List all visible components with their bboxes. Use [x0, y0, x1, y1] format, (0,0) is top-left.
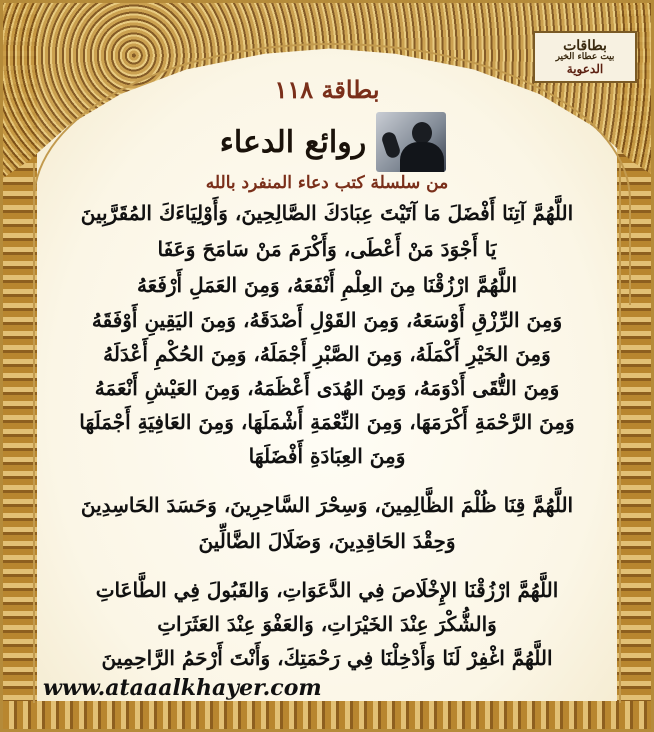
frame-bottom-ornament	[3, 701, 654, 729]
dua-line: وَمِنَ الخَيْرِ أَكْمَلَهُ، وَمِنَ الصَّبْرِ أَجْمَلَهُ، وَمِنَ الحُكْمِ أَعْدَلَهُ	[103, 342, 551, 366]
dua-text	[41, 195, 613, 675]
logo-line-1: بطاقات	[563, 37, 607, 54]
praying-person-image	[376, 112, 446, 172]
card-number: بطاقة ١١٨	[274, 75, 380, 104]
dua-line: وَحِقْدَ الحَاقِدِينَ، وَضَلَالَ الضَّالِّينَ	[198, 529, 456, 553]
title-block	[203, 109, 463, 175]
dua-line: وَمِنَ العِبَادَةِ أَفْضَلَهَا	[248, 444, 406, 468]
dua-line: وَمِنَ الرِّزْقِ أَوْسَعَهُ، وَمِنَ القَوْلِ أَصْدَقَهُ، وَمِنَ اليَقِينِ أَوْفَقَهُ	[91, 308, 563, 332]
website-url: www.ataaalkhayer.com	[43, 675, 322, 701]
dua-line: اللَّهُمَّ قِنَا ظُلْمَ الظَّالِمِينَ، وَسِحْرَ السَّاحِرِينَ، وَحَسَدَ الحَاسِدِينَ	[80, 493, 574, 517]
card-title: روائع الدعاء	[219, 124, 367, 160]
dua-line: اللَّهُمَّ ارْزُقْنَا مِنَ العِلْمِ أَنْفَعَهُ، وَمِنَ العَمَلِ أَرْفَعَهُ	[136, 273, 518, 297]
dua-line: وَالشُّكْرَ عِنْدَ الخَيْرَاتِ، وَالعَفْوَ عِنْدَ العَثَرَاتِ	[157, 612, 497, 636]
logo-line-2: بيت عطاء الخير	[555, 52, 615, 63]
dua-line: اللَّهُمَّ ارْزُقْنَا الإِخْلَاصَ فِي الدَّعَوَاتِ، وَالقَبُولَ فِي الطَّاعَاتِ	[95, 578, 559, 602]
dua-line: وَمِنَ الرَّحْمَةِ أَكْرَمَهَا، وَمِنَ النِّعْمَةِ أَشْمَلَهَا، وَمِنَ العَافِيَةِ أَجْمَلَهَا	[79, 410, 575, 434]
dua-line: اللَّهُمَّ آتِنَا أَفْضَلَ مَا آتَيْتَ عِبَادَكَ الصَّالِحِينَ، وَأَوْلِيَاءَكَ المُقَرَّبِينَ	[80, 201, 574, 225]
card-subtitle: من سلسلة كتب دعاء المنفرد بالله	[205, 173, 449, 193]
dua-line: وَمِنَ التُّقَى أَدْوَمَهُ، وَمِنَ الهُدَى أَعْظَمَهُ، وَمِنَ العَيْشِ أَنْعَمَهُ	[94, 376, 560, 400]
dua-line: يَا أَجْوَدَ مَنْ أَعْطَى، وَأَكْرَمَ مَنْ سَامَحَ وَعَفَا	[157, 237, 497, 261]
logo-line-3: الدعوية	[566, 61, 604, 76]
dua-line: اللَّهُمَّ اغْفِرْ لَنَا وَأَدْخِلْنَا فِي رَحْمَتِكَ، وَأَنْتَ أَرْحَمُ الرَّاحِمِينَ	[101, 646, 553, 670]
